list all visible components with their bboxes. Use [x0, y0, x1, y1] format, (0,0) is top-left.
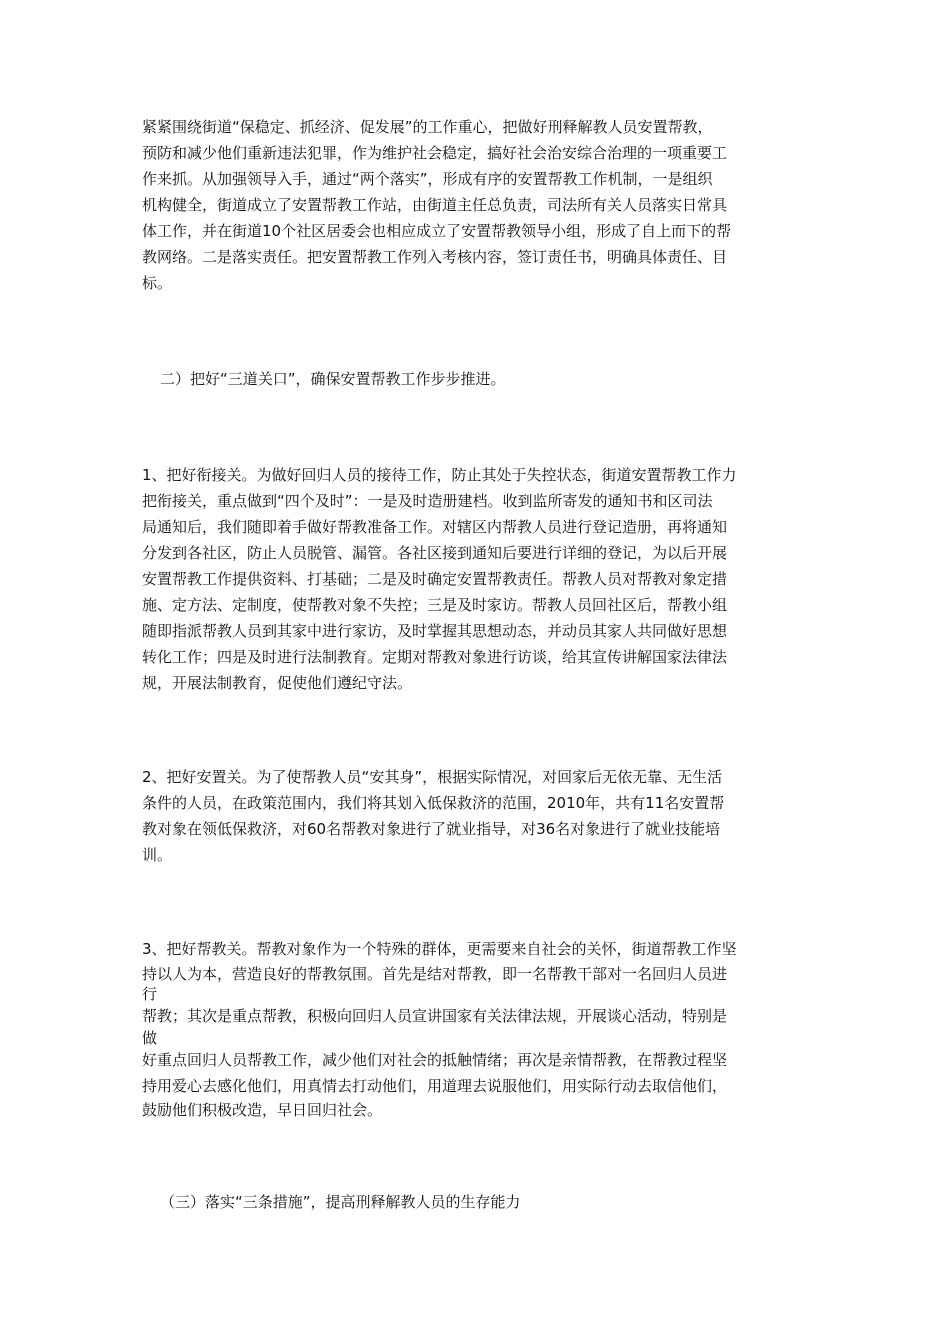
paragraph-assistance [142, 936, 822, 1122]
text-line: 持用爱心去感化他们，用真情去打动他们，用道理去说服他们，用实际行动去取信他们， [142, 1077, 728, 1095]
text-line: 预防和减少他们重新违法犯罪，作为维护社会稳定，搞好社会治安综合治理的一项重要工 [142, 144, 728, 162]
text-line: 机构健全，街道成立了安置帮教工作站，由街道主任总负责，司法所有关人员落实日常具 [142, 196, 728, 214]
text-line: 作来抓。从加强领导入手，通过“两个落实”，形成有序的安置帮教工作机制，一是组织 [142, 170, 713, 188]
text-line: 把衔接关，重点做到“四个及时”：一是及时造册建档。收到监所寄发的通知书和区司法 [142, 492, 713, 510]
paragraph-resettlement [142, 764, 822, 868]
text-line: 2、把好安置关。为了使帮教人员“安其身”，根据实际情况，对回家后无依无靠、无生活 [142, 768, 723, 786]
section-heading-two: 二）把好“三道关口”，确保安置帮教工作步步推进。 [160, 370, 506, 388]
text-line: 鼓励他们积极改造，早日回归社会。 [142, 1101, 383, 1119]
text-line: 条件的人员，在政策范围内，我们将其划入低保救济的范围，2010年，共有11名安置帮 [142, 794, 725, 812]
text-line: 施、定方法、定制度，使帮教对象不失控；三是及时家访。帮教人员回社区后，帮教小组 [142, 596, 728, 614]
text-line: 帮教；其次是重点帮教，积极向回归人员宣讲国家有关法律法规，开展谈心活动，特别是 [142, 1007, 728, 1025]
text-line: 好重点回归人员帮教工作，减少他们对社会的抵触情绪；再次是亲情帮教，在帮教过程坚 [142, 1051, 728, 1069]
text-line: 随即指派帮教人员到其家中进行家访，及时掌握其思想动态，并动员其家人共同做好思想 [142, 622, 728, 640]
text-line: 训。 [142, 846, 173, 864]
text-line: 行 [142, 985, 158, 1003]
text-line: 3、把好帮教关。帮教对象作为一个特殊的群体，更需要来自社会的关怀，街道帮教工作坚 [142, 940, 737, 958]
paragraph-leadership [142, 114, 822, 296]
text-line: 规，开展法制教育，促使他们遵纪守法。 [142, 674, 413, 692]
text-line: 教网络。二是落实责任。把安置帮教工作列入考核内容，签订责任书，明确具体责任、目 [142, 248, 728, 266]
text-line: 标。 [142, 274, 173, 292]
text-line: 紧紧围绕街道“保稳定、抓经济、促发展”的工作重心，把做好刑释解教人员安置帮教， [142, 118, 713, 136]
text-line: 持以人为本，营造良好的帮教氛围。首先是结对帮教，即一名帮教干部对一名回归人员进 [142, 965, 728, 983]
text-line: 分发到各社区，防止人员脱管、漏管。各社区接到通知后要进行详细的登记，为以后开展 [142, 544, 728, 562]
text-line: 体工作，并在街道10个社区居委会也相应成立了安置帮教领导小组，形成了自上而下的帮 [142, 222, 732, 240]
text-line: 1、把好衔接关。为做好回归人员的接待工作，防止其处于失控状态，街道安置帮教工作力 [142, 466, 737, 484]
text-line: 做 [142, 1029, 158, 1047]
paragraph-handover [142, 462, 822, 696]
text-line: 转化工作；四是及时进行法制教育。定期对帮教对象进行访谈，给其宣传讲解国家法律法 [142, 648, 728, 666]
text-line: 安置帮教工作提供资料、打基础；二是及时确定安置帮教责任。帮教人员对帮教对象定措 [142, 570, 728, 588]
section-heading-three: （三）落实“三条措施”，提高刑释解教人员的生存能力 [160, 1193, 521, 1211]
text-line: 教对象在领低保救济，对60名帮教对象进行了就业指导，对36名对象进行了就业技能培 [142, 820, 721, 838]
text-line: 局通知后，我们随即着手做好帮教准备工作。对辖区内帮教人员进行登记造册，再将通知 [142, 518, 728, 536]
